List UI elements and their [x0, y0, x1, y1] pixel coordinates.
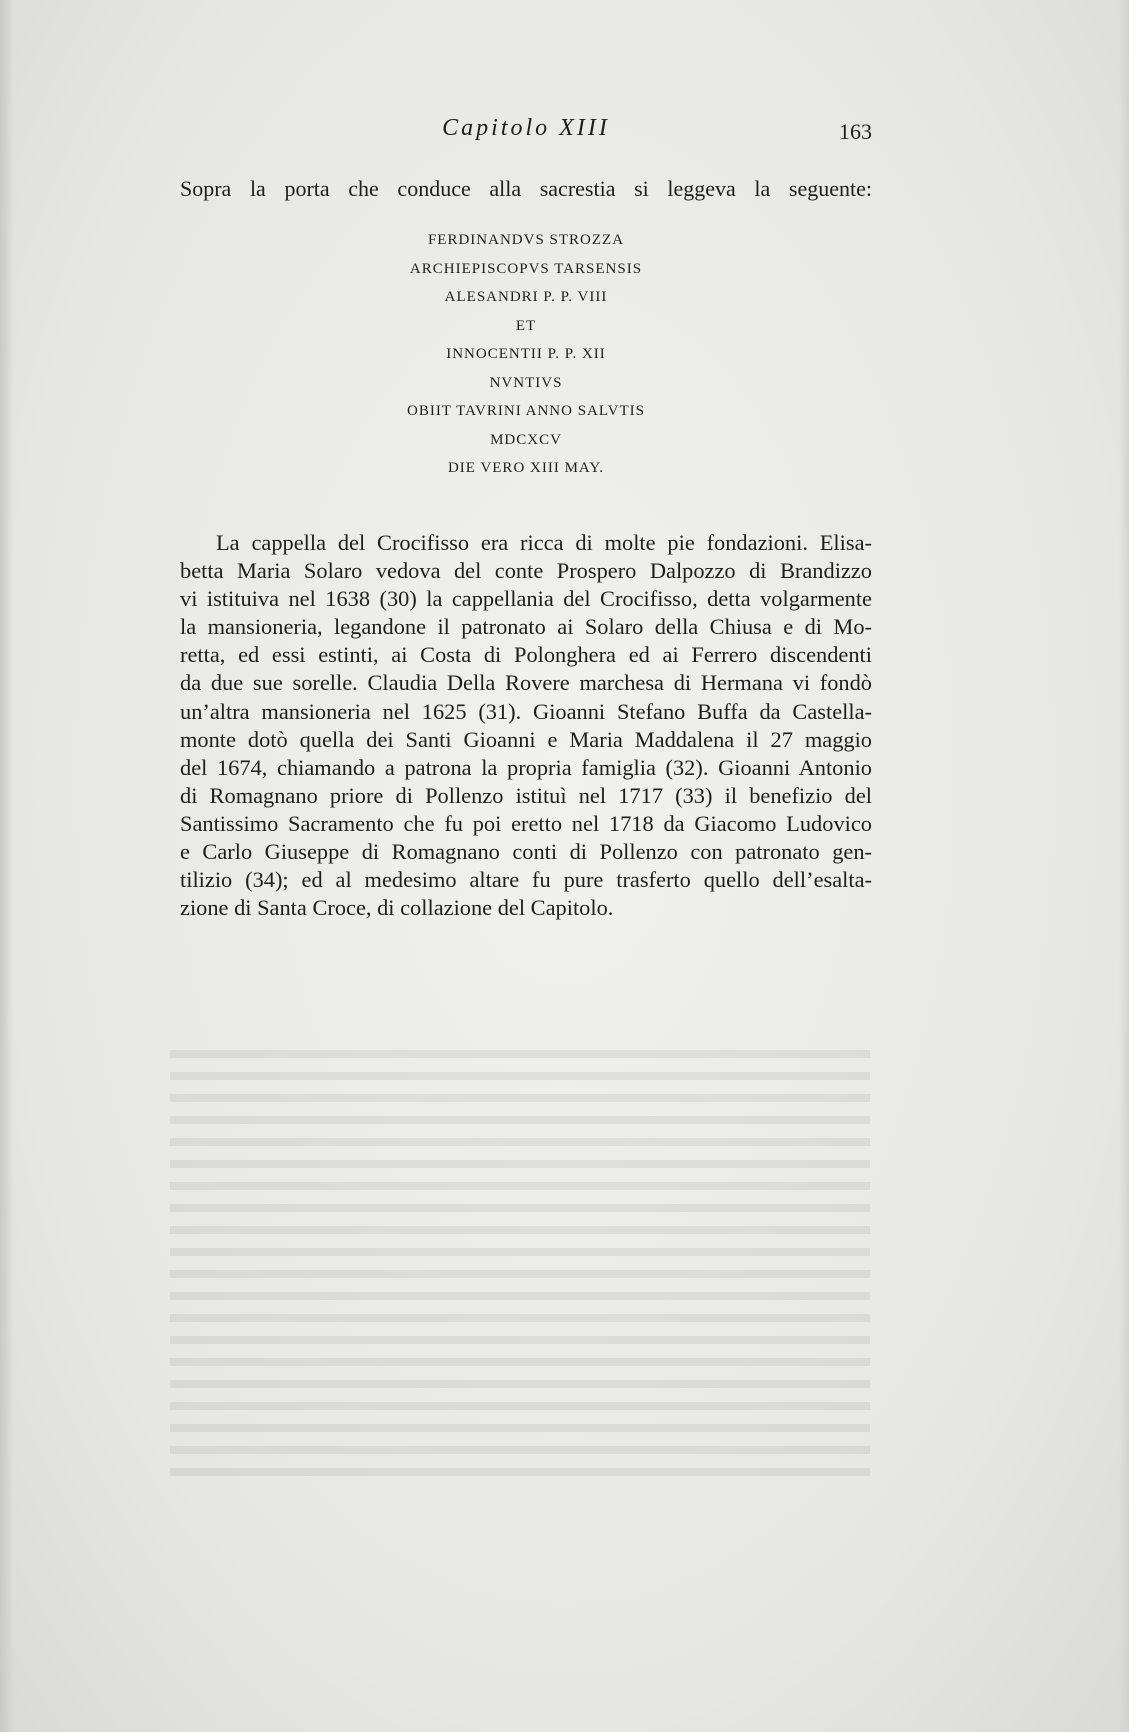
paragraph-line: del 1674, chiamando a patrona la propria famiglia (32). Gioanni Antonio	[180, 754, 872, 780]
paragraph-line: e Carlo Giuseppe di Romagnano conti di Pollenzo con patronato gen-	[180, 839, 872, 865]
paragraph-line: La cappella del Crocifisso era ricca di molte pie fondazioni. Elisa-	[216, 530, 872, 555]
inscription-line: FERDINANDVS STROZZA	[427, 232, 625, 248]
paragraph-line: tilizio (34); ed al medesimo altare fu pure trasferto quello dell’esalta-	[180, 867, 872, 893]
inscription-line: DIE VERO XIII MAY.	[447, 460, 605, 476]
paragraph-line: un’altra mansioneria nel 1625 (31). Gioanni Stefano Buffa da Castella-	[180, 698, 872, 724]
inscription-line: ALESANDRI P. P. VIII	[444, 289, 608, 305]
inscription-line: ET	[515, 317, 537, 334]
paragraph-line: monte dotò quella dei Santi Gioanni e Maria Maddalena il 27 maggio	[180, 726, 872, 752]
inscription-block	[180, 226, 872, 483]
page-edge-shadow-left	[0, 0, 14, 1732]
paragraph-line: la mansioneria, legandone il patronato ai Solaro della Chiusa e di Mo-	[180, 614, 872, 640]
inscription-line: ARCHIEPISCOPVS TARSENSIS	[409, 260, 643, 277]
running-title: Capitolo XIII	[442, 115, 610, 141]
inscription-line: INNOCENTII P. P. XII	[446, 346, 606, 362]
page-header	[180, 115, 872, 155]
main-paragraph	[180, 529, 872, 922]
paragraph-line: Santissimo Sacramento che fu poi eretto nel 1718 da Giacomo Ludovico	[180, 810, 872, 836]
inscription-line: OBIIT TAVRINI ANNO SALVTIS	[406, 403, 645, 419]
intro-sentence: Sopra la porta che conduce alla sacrestia si leggeva la seguente:	[180, 176, 872, 201]
paragraph-line: retta, ed essi estinti, ai Costa di Polonghera ed ai Ferrero discendenti	[180, 642, 872, 668]
reverse-side-show-through	[170, 1050, 870, 1480]
page-number: 163	[839, 119, 872, 144]
inscription-line: NVNTIVS	[489, 374, 563, 391]
inscription-line: MDCXCV	[490, 431, 562, 448]
paragraph-line: da due sue sorelle. Claudia Della Rovere marchesa di Hermana vi fondò	[180, 670, 872, 696]
paragraph-line: zione di Santa Croce, di collazione del Capitolo.	[180, 895, 614, 921]
paragraph-line: betta Maria Solaro vedova del conte Prospero Dalpozzo di Brandizzo	[180, 558, 872, 584]
page-edge-shadow-right	[1119, 0, 1129, 1732]
paragraph-line: di Romagnano priore di Pollenzo istituì nel 1717 (33) il benefizio del	[180, 782, 872, 808]
paragraph-line: vi istituiva nel 1638 (30) la cappellania del Crocifisso, detta volgarmente	[180, 586, 872, 612]
